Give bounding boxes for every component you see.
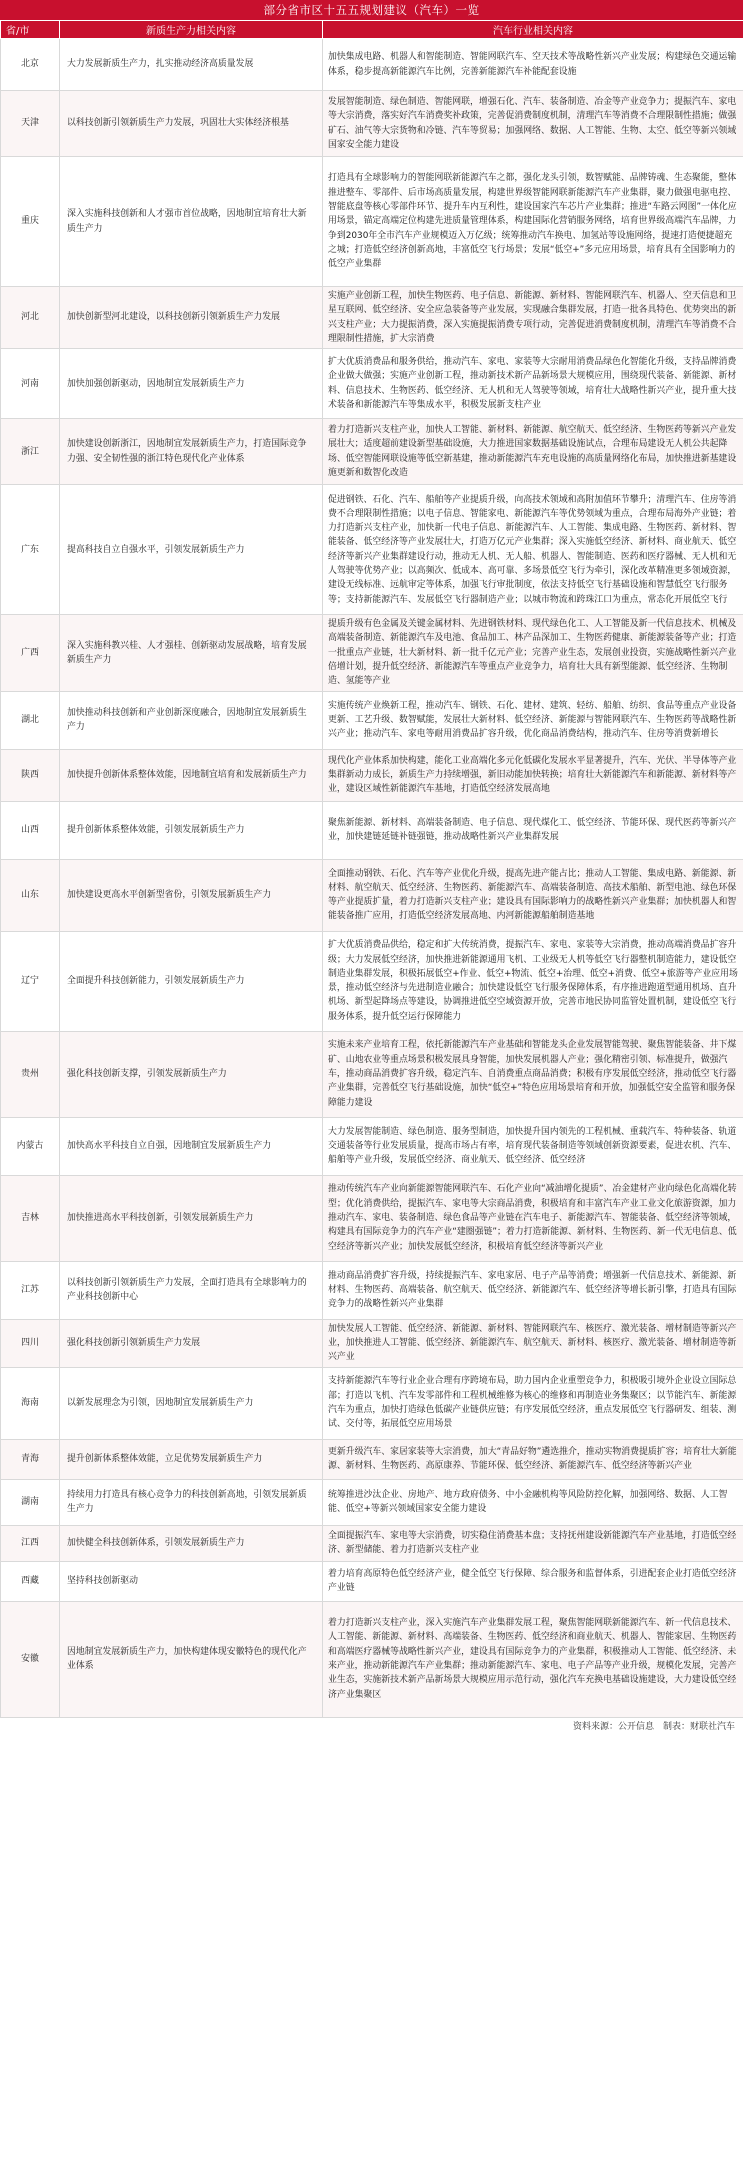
province-cell: 江苏 [1, 1261, 60, 1319]
focus-cell: 因地制宜发展新质生产力，加快构建体现安徽特色的现代化产业体系 [60, 1601, 323, 1717]
province-cell: 山东 [1, 859, 60, 931]
focus-cell: 深入实施科教兴桂、人才强桂、创新驱动发展战略，培育发展新质生产力 [60, 615, 323, 691]
focus-cell: 持续用力打造具有核心竞争力的科技创新高地，引领发展新质生产力 [60, 1479, 323, 1525]
table-row [1, 931, 743, 1031]
province-cell: 辽宁 [1, 931, 60, 1031]
province-cell: 山西 [1, 801, 60, 859]
table-row [1, 1031, 743, 1117]
province-cell: 吉林 [1, 1175, 60, 1261]
focus-cell: 强化科技创新支撑，引领发展新质生产力 [60, 1031, 323, 1117]
table-title: 部分省市区十五五规划建议（汽车）一览 [0, 0, 743, 20]
province-cell: 西藏 [1, 1561, 60, 1601]
province-cell: 青海 [1, 1439, 60, 1479]
focus-cell: 加快加强创新驱动，因地制宜发展新质生产力 [60, 349, 323, 419]
auto-cell: 实施产业创新工程，加快生物医药、电子信息、新能源、新材料、智能网联汽车、机器人、空天信息和卫星互联网、低空经济、安全应急装备等产业发展，实现融合集群发展，打造一批各具特色、优势突出的新兴支柱产业；大力提振消费，深入实施提振消费专项行动，完善促进消费制度机制，清理汽车等消费不合理限制性措施，扩大宗消费 [323, 287, 743, 349]
auto-cell: 全面推动钢铁、石化、汽车等产业优化升级，提高先进产能占比；推动人工智能、集成电路、新能源、新材料、航空航天、低空经济、生物医药、新能源汽车、高端装备制造、高技术船舶、新型电池、绿色环保等产业提质扩量，着力打造新兴支柱产业；建设具有国际影响力的战略性新兴产业集群；加快机器人和智能装备推广应用，打造低空经济发展高地、内河新能源船舶制造基地 [323, 859, 743, 931]
province-cell: 北京 [1, 39, 60, 91]
table-row [1, 91, 743, 157]
header-focus: 新质生产力相关内容 [60, 21, 323, 39]
auto-cell: 支持新能源汽车等行业企业合理有序跨境布局，助力国内企业重塑竞争力，积极吸引境外企业设立国际总部；打造以飞机、汽车发零部件和工程机械维修为核心的维修和再制造业务集聚区；以节能汽车、新能源汽车为重点，加快打造绿色低碳产业链供应链；有序发展低空经济，重点发展低空飞行器研发、组装、测试、交付等，拓展低空应用场景 [323, 1367, 743, 1439]
province-cell: 陕西 [1, 749, 60, 801]
focus-cell: 加快创新型河北建设，以科技创新引领新质生产力发展 [60, 287, 323, 349]
table-row [1, 801, 743, 859]
focus-cell: 全面提升科技创新能力，引领发展新质生产力 [60, 931, 323, 1031]
table-row [1, 1601, 743, 1717]
table-row [1, 349, 743, 419]
auto-cell: 发展智能制造、绿色制造、智能网联，增强石化、汽车、装备制造、冶金等产业竞争力；提振汽车、家电等大宗消费，落实好汽车消费奖补政策，完善促消费制度机制，清理汽车等消费不合理限制性措施；做强矿石、油气等大宗货物和冷链、汽车等贸易；加强网络、数据、人工智能、生物、太空、低空等新兴领域国家安全能力建设 [323, 91, 743, 157]
focus-cell: 加快提升创新体系整体效能，因地制宜培育和发展新质生产力 [60, 749, 323, 801]
auto-cell: 打造具有全球影响力的智能网联新能源汽车之都，强化龙头引领，数智赋能、品牌铸魂、生态聚能，整体推进整车、零部件、后市场高质量发展，构建世界级智能网联新能源汽车产业集群，聚力做强电驱电控、智能底盘等核心零部件环节、提升车内互利性，建设国家汽车芯片产业集群；推进“车路云网图”一体化应用场景，锚定高端定位构建先进质量管理体系，构建国际化营销服务网络，培育世界级高端汽车品牌，力争到2030年全市汽车产业规模迈入万亿级；统筹推动汽车换电、加氢站等设施网络，提速打造便捷超充之城；打造低空经济创新高地，丰富低空飞行场景；发展“低空+”多元应用场景，培育具有全国影响力的低空产业集群 [323, 157, 743, 287]
auto-cell: 着力打造新兴支柱产业，加快人工智能、新材料、新能源、航空航天、低空经济、生物医药等新兴产业发展壮大；适度超前建设新型基础设施，大力推进国家数据基础设施试点，合理布局建设无人机公共起降场、低空智能网联设施等低空新基建，推动新能源汽车充电设施的高质量网络化布局，加快推进新基建设施更新和数智化改造 [323, 419, 743, 485]
focus-cell: 大力发展新质生产力，扎实推动经济高质量发展 [60, 39, 323, 91]
source-note: 资料来源：公开信息 制表：财联社汽车 [572, 1721, 735, 1732]
focus-cell: 提升创新体系整体效能，立足优势发展新质生产力 [60, 1439, 323, 1479]
focus-cell: 以新发展理念为引领，因地制宜发展新质生产力 [60, 1367, 323, 1439]
table-row [1, 485, 743, 615]
table-row [1, 419, 743, 485]
focus-cell: 加快健全科技创新体系，引领发展新质生产力 [60, 1525, 323, 1561]
table-row [1, 287, 743, 349]
province-cell: 江西 [1, 1525, 60, 1561]
table-row [1, 1319, 743, 1367]
focus-cell: 加快推动科技创新和产业创新深度融合，因地制宜发展新质生产力 [60, 691, 323, 749]
auto-cell: 大力发展智能制造、绿色制造、服务型制造，加快提升国内领先的工程机械、重载汽车、特种装备、轨道交通装备等行业发展质量，提高市场占有率，培育现代装备制造等领域创新资源要素，促进农机、汽车、船舶等产业升级，发展低空经济、商业航天、低空经济、低空经济 [323, 1117, 743, 1175]
header-auto: 汽车行业相关内容 [323, 21, 743, 39]
auto-cell: 推动传统汽车产业向新能源智能网联汽车、石化产业向“减油增化提质”、冶金建材产业向绿色化高端化转型；优化消费供给，提振汽车、家电等大宗商品消费，积极培育和丰富汽车产业工业文化旅游资源，加力推动汽车、家电、装备制造、绿色食品等产业链在汽车电子、新能源汽车、智能装备、低空经济等领域，构建具有国际竞争力的汽车产业“建圈强链”；着力打造新能源、新材料、生物医药、新一代无电信息、低空经济等新兴产业；加快发展低空经济，积极培育低空经济等新兴产业 [323, 1175, 743, 1261]
table-row [1, 1525, 743, 1561]
province-cell: 河北 [1, 287, 60, 349]
policy-table [0, 20, 743, 1718]
focus-cell: 以科技创新引领新质生产力发展，巩固壮大实体经济根基 [60, 91, 323, 157]
province-cell: 海南 [1, 1367, 60, 1439]
table-row [1, 157, 743, 287]
province-cell: 广西 [1, 615, 60, 691]
table-row [1, 749, 743, 801]
auto-cell: 提质升级有色金属及关键金属材料、先进钢铁材料、现代绿色化工、人工智能及新一代信息技术、机械及高端装备制造、新能源汽车及电池、食品加工、林产品深加工、生物医药健康、新能源装备等产业；打造一批重点产业链，壮大新材料、新一批千亿元产业；完善产业生态，发展创业投资，实施战略性新兴产业倍增计划，提升低空经济、新能源汽车等重点产业竞争力，培育壮大具有新型能源、低空经济、生物制造、氢能等产业 [323, 615, 743, 691]
table-row [1, 39, 743, 91]
auto-cell: 加快发展人工智能、低空经济、新能源、新材料、智能网联汽车、核医疗、激光装备、增材制造等新兴产业，加快推进人工智能、低空经济、新能源汽车、航空航天、新材料、核医疗、激光装备、增材制造等新兴产业 [323, 1319, 743, 1367]
table-row [1, 1261, 743, 1319]
focus-cell: 加快建设创新浙江，因地制宜发展新质生产力，打造国际竞争力强、安全韧性强的浙江特色现代化产业体系 [60, 419, 323, 485]
focus-cell: 加快建设更高水平创新型省份，引领发展新质生产力 [60, 859, 323, 931]
table-row [1, 615, 743, 691]
table-row [1, 1479, 743, 1525]
table-row [1, 859, 743, 931]
auto-cell: 扩大优质消费品和服务供给，推动汽车、家电、家装等大宗耐用消费品绿色化智能化升级，支持品牌消费企业做大做强；实施产业创新工程，推动新技术新产品新场景大规模应用，围绕现代装备、新能源、新材料、信息技术、生物医药、低空经济、无人机和无人驾驶等领域，培育壮大战略性新兴产业，提升重大技术装备和新能源汽车等集成水平，积极发展新支柱产业 [323, 349, 743, 419]
auto-cell: 实施传统产业焕新工程，推动汽车、钢铁、石化、建材、建筑、轻纺、船舶、纺织、食品等重点产业设备更新、工艺升级、数智赋能，发展壮大新材料、低空经济、新能源与智能网联汽车、生物医药等战略性新兴产业；推动汽车、家电等耐用消费品扩容升级，优化商品消费结构，推动汽车、住房等消费新增长 [323, 691, 743, 749]
focus-cell: 深入实施科技创新和人才强市首位战略，因地制宜培育壮大新质生产力 [60, 157, 323, 287]
table-row [1, 1561, 743, 1601]
header-province: 省/市 [1, 21, 60, 39]
province-cell: 四川 [1, 1319, 60, 1367]
focus-cell: 强化科技创新引领新质生产力发展 [60, 1319, 323, 1367]
focus-cell: 加快推进高水平科技创新，引领发展新质生产力 [60, 1175, 323, 1261]
province-cell: 安徽 [1, 1601, 60, 1717]
province-cell: 天津 [1, 91, 60, 157]
auto-cell: 着力打造新兴支柱产业，深入实施汽车产业集群发展工程，聚焦智能网联新能源汽车、新一代信息技术、人工智能、新能源、新材料、高端装备、生物医药、低空经济和商业航天、机器人、智能家居、生物医药和高端医疗器械等战略性新兴产业，建设具有国际竞争力的产业集群，积极推动人工智能、低空经济、未来产业，推动新能源汽车产业集群；推动新能源汽车、家电、电子产品等产业升级，规模化发展，完善产业生态，实施新技术新产品新场景大规模应用示范行动，强化汽车充换电基础设施建设，大力建设低空经济产业集聚区 [323, 1601, 743, 1717]
auto-cell: 扩大优质消费品供给，稳定和扩大传统消费，提振汽车、家电、家装等大宗消费，推动高端消费品扩容升级；大力发展低空经济，加快推进新能源通用飞机、工业级无人机等低空飞行器整机制造能力，建设低空制造业集群发展，积极拓展低空+作业、低空+物流、低空+治理、低空+消费、低空+旅游等产业应用场景，推动低空经济与先进制造业融合；加快建设低空飞行服务保障体系，有序推进跑道型通用机场、直升机场、新型起降场点等建设，协调推进低空空域资源开放，完善市地民协同监管处置机制，建设低空飞行服务体系，提升低空运行保障能力 [323, 931, 743, 1031]
table-row [1, 1439, 743, 1479]
table-body [1, 39, 743, 1718]
province-cell: 湖南 [1, 1479, 60, 1525]
focus-cell: 提高科技自立自强水平，引领发展新质生产力 [60, 485, 323, 615]
auto-cell: 全面提振汽车、家电等大宗消费，切实稳住消费基本盘；支持抚州建设新能源汽车产业基地，打造低空经济、新型储能、着力打造新兴支柱产业 [323, 1525, 743, 1561]
focus-cell: 坚持科技创新驱动 [60, 1561, 323, 1601]
province-cell: 广东 [1, 485, 60, 615]
auto-cell: 促进钢铁、石化、汽车、船舶等产业提质升级，向高技术领域和高附加值环节攀升；清理汽车、住房等消费不合理限制性措施；以电子信息、智能家电、新能源汽车等优势领域为重点，合理布局海外产业链；着力打造新兴支柱产业，加快新一代电子信息、新能源汽车、人工智能、集成电路、生物医药、新材料、智能装备、低空经济等产业发展壮大，打造万亿元产业集群；深入实施低空经济、新材料、商业航天、低空经济等新兴产业集群建设行动，推动无人机、无人船、机器人、智能制造、医药和医疗器械、无人机和无人驾驶等优势产业；以高频次、低成本、高可靠、多场景低空飞行为牵引，深化改革精准更多领域资源，建设无线标准、远航审定等体系，加强飞行审批制度，依法支持低空飞行基础设施和智慧低空飞行服务等；支持新能源汽车、发展低空飞行器制造产业；以城市物流和跨珠江口为重点，常态化开展低空飞行 [323, 485, 743, 615]
table-row [1, 1117, 743, 1175]
table-row [1, 1175, 743, 1261]
header-row [1, 21, 743, 39]
auto-cell: 统筹推进沙汰企业、房地产、地方政府债务、中小金融机构等风险防控化解，加强网络、数据、人工智能、低空+等新兴领域国家安全能力建设 [323, 1479, 743, 1525]
province-cell: 湖北 [1, 691, 60, 749]
auto-cell: 加快集成电路、机器人和智能制造、智能网联汽车、空天技术等战略性新兴产业发展；构建绿色交通运输体系，稳步提高新能源汽车比例，完善新能源汽车补能配套设施 [323, 39, 743, 91]
table-row [1, 691, 743, 749]
auto-cell: 实施未来产业培育工程，依托新能源汽车产业基础和智能龙头企业发展智能驾驶、聚焦智能装备、井下煤矿、山地农业等重点场景积极发展具身智能，加快发展机器人产业；强化精密引领、标准提升，做强汽车，推动商品消费扩容升级，稳定汽车、自消费重点商品消费；积极有序发展低空经济，推动低空飞行器产业集群，完善低空飞行基础设施，加快“低空+”特色应用场景培育和开放，加强低空安全监管和服务保障能力建设 [323, 1031, 743, 1117]
province-cell: 贵州 [1, 1031, 60, 1117]
table-row [1, 1367, 743, 1439]
focus-cell: 以科技创新引领新质生产力发展，全面打造具有全球影响力的产业科技创新中心 [60, 1261, 323, 1319]
province-cell: 河南 [1, 349, 60, 419]
auto-cell: 聚焦新能源、新材料、高端装备制造、电子信息、现代煤化工、低空经济、节能环保、现代医药等新兴产业，加快建链延链补链强链，推动战略性新兴产业集群发展 [323, 801, 743, 859]
focus-cell: 提升创新体系整体效能，引领发展新质生产力 [60, 801, 323, 859]
auto-cell: 推动商品消费扩容升级，持续提振汽车、家电家居、电子产品等消费；增强新一代信息技术、新能源、新材料、生物医药、高端装备、航空航天、低空经济、新能源汽车、低空经济等增长新引擎，打造具有国际竞争力的战略性新兴产业集群 [323, 1261, 743, 1319]
focus-cell: 加快高水平科技自立自强，因地制宜发展新质生产力 [60, 1117, 323, 1175]
province-cell: 重庆 [1, 157, 60, 287]
auto-cell: 现代化产业体系加快构建，能化工业高端化多元化低碳化发展水平显著提升，汽车、光伏、半导体等产业集群新动力成长，新质生产力持续增强，新旧动能加快转换；培育壮大新能源汽车和新能源、新材料等产业，建设区域性新能源汽车基地，打造低空经济发展高地 [323, 749, 743, 801]
auto-cell: 更新升级汽车、家居家装等大宗消费，加大“青品好物”遴选推介，推动实物消费提质扩容；培育壮大新能源、新材料、生物医药、高原康养、节能环保、低空经济、新能源汽车、低空经济等新兴产业 [323, 1439, 743, 1479]
auto-cell: 着力培育高原特色低空经济产业，健全低空飞行保障、综合服务和监督体系，引进配套企业打造低空经济产业链 [323, 1561, 743, 1601]
province-cell: 内蒙古 [1, 1117, 60, 1175]
province-cell: 浙江 [1, 419, 60, 485]
